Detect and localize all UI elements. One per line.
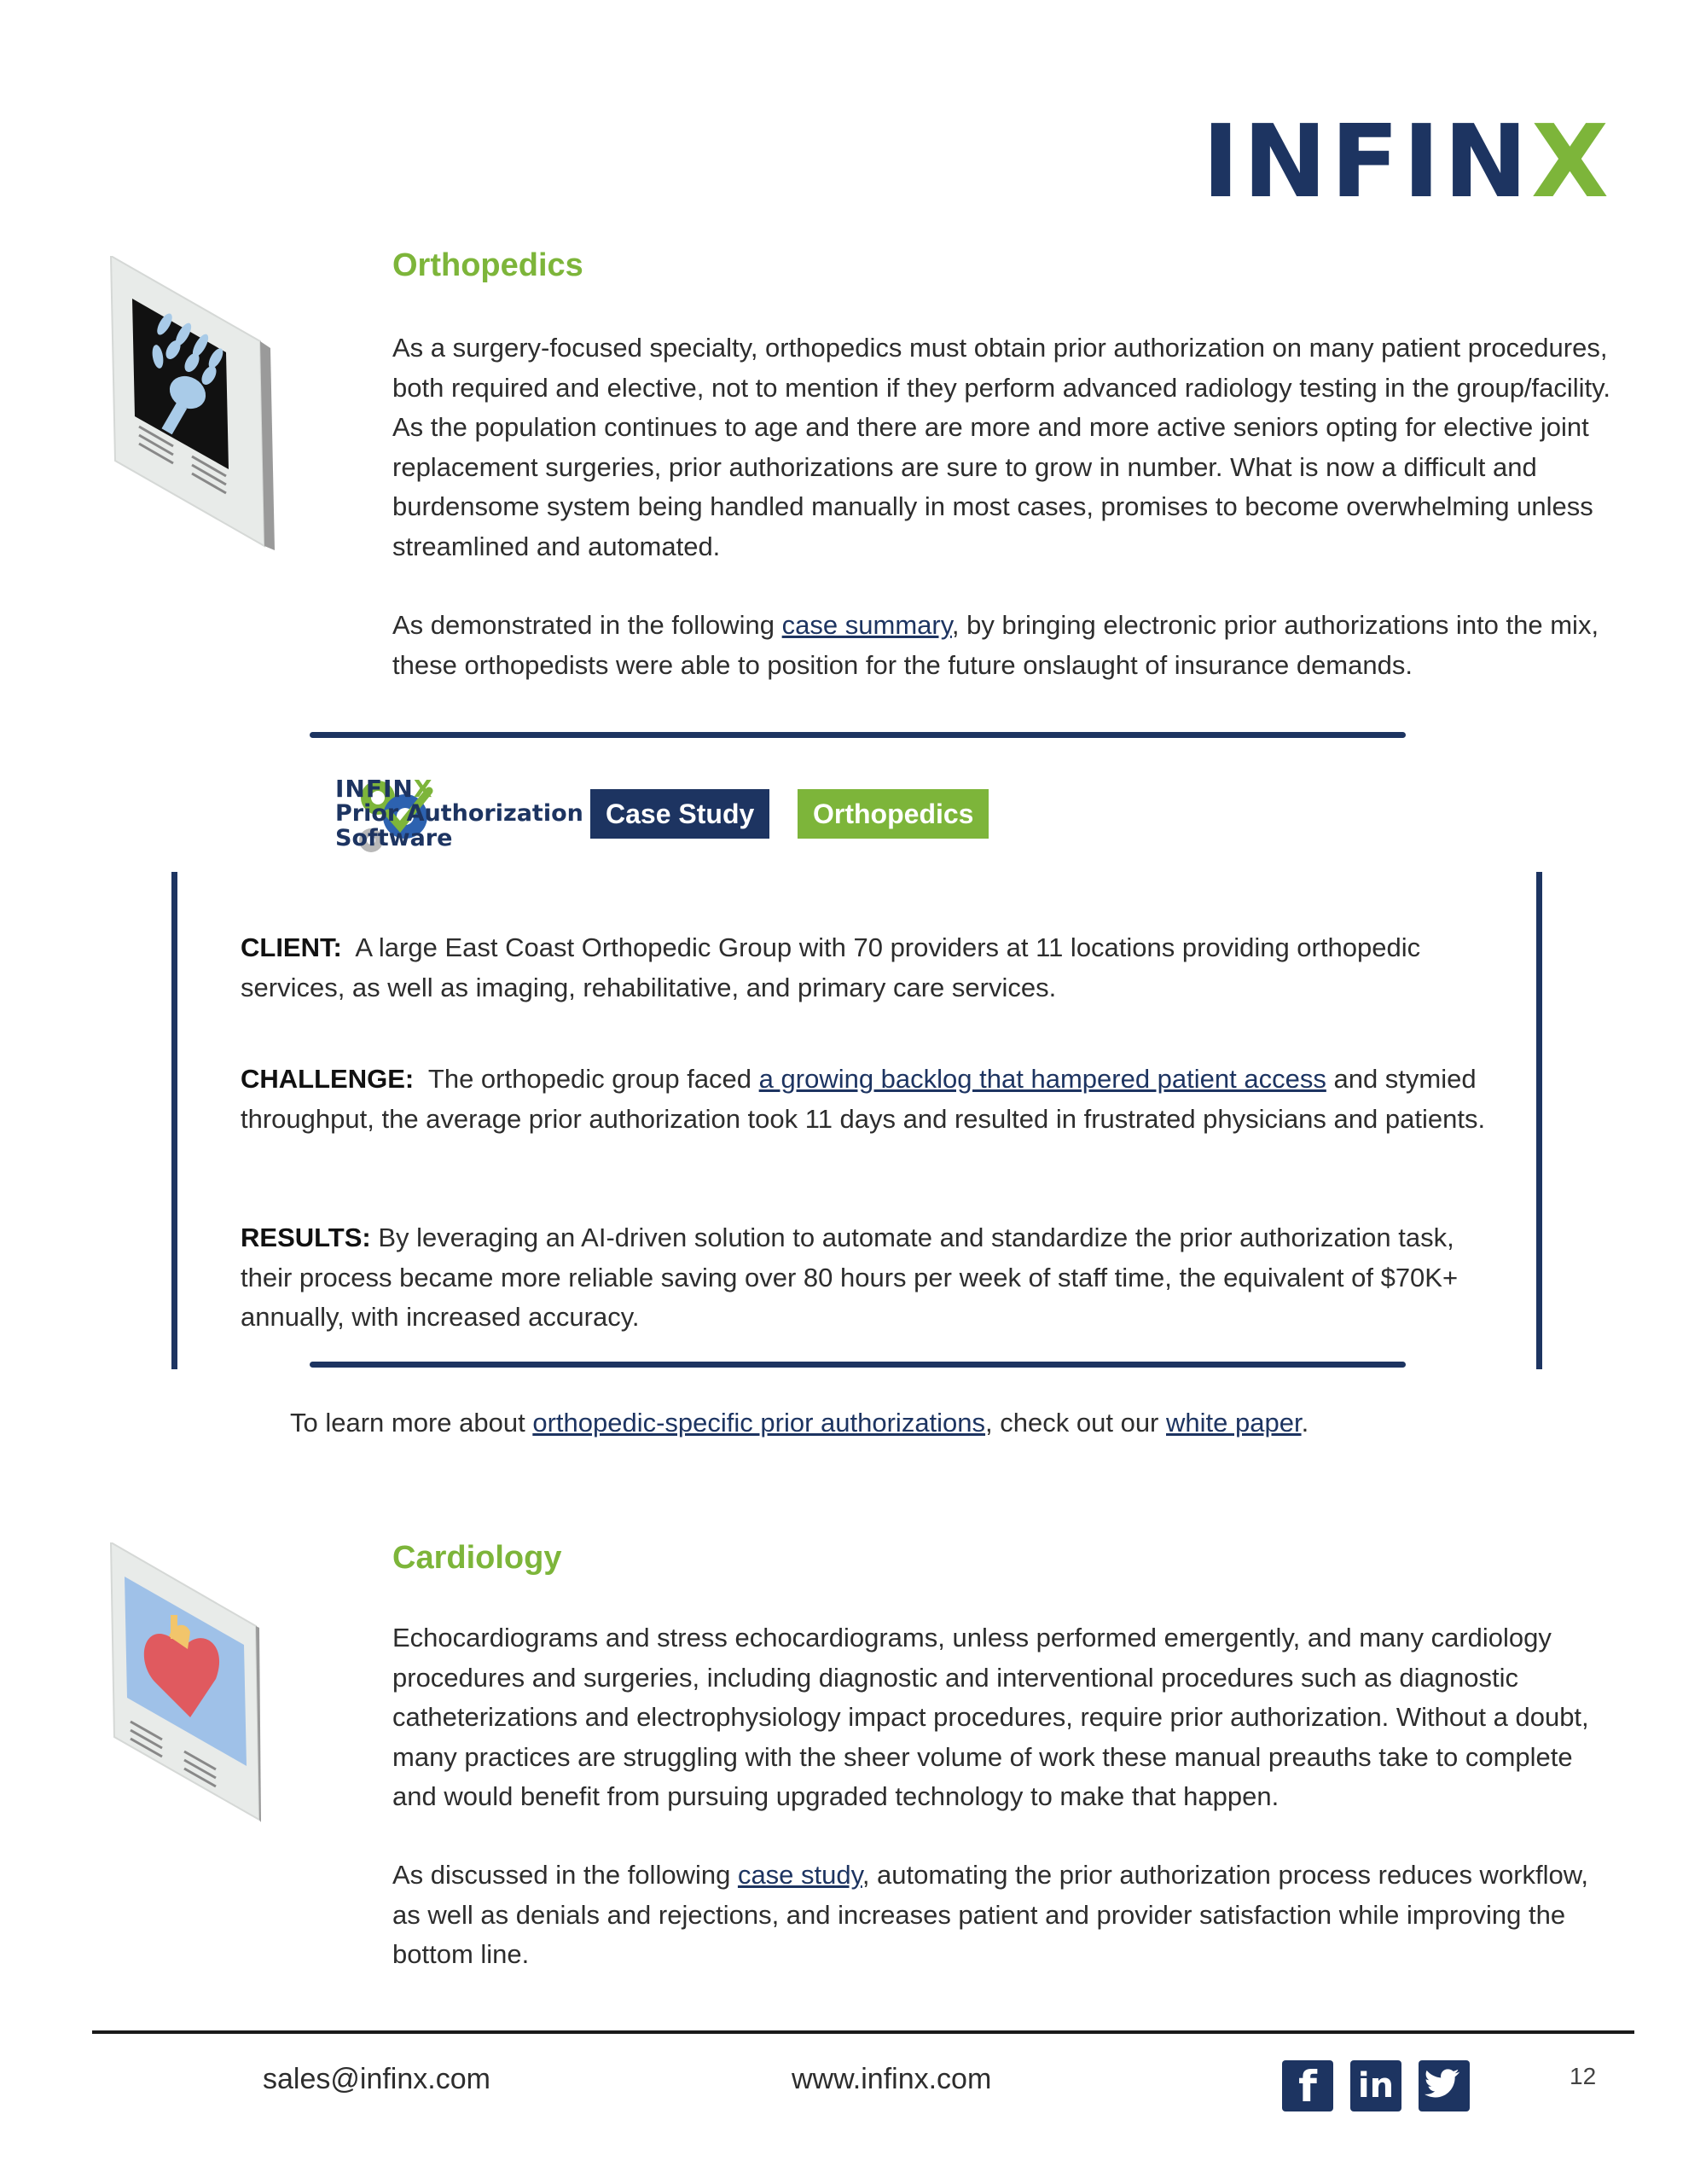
cardiology-title: Cardiology	[392, 1540, 562, 1576]
backlog-link[interactable]: a growing backlog that hampered patient access	[758, 1064, 1326, 1094]
results-paragraph: RESULTS: By leveraging an AI-driven solution to automate and standardize the prior authorization task, their process became more reliable saving over 80 hours per week of staff time, the equivalent of $70K+ annually, with increased accuracy.	[241, 1223, 1459, 1332]
footer-website[interactable]: www.infinx.com	[792, 2063, 992, 2095]
footer-divider	[92, 2030, 1634, 2034]
twitter-icon[interactable]	[1419, 2060, 1470, 2111]
white-paper-link[interactable]: white paper	[1166, 1408, 1302, 1438]
challenge-paragraph: CHALLENGE: The orthopedic group faced a growing backlog that hampered patient access and stymied throughput, the average prior authorization took 11 days and resulted in frustrated physicians and patients.	[241, 1064, 1486, 1134]
orthopedic-prior-auth-link[interactable]: orthopedic-specific prior authorizations	[532, 1408, 986, 1438]
cardiology-paragraph-2: As discussed in the following case study, automating the prior authorization process reduces workflow, as well as denials and rejections, and increases patient and provider satisfaction while improving the bottom line.	[392, 1860, 1589, 1969]
heart-illustration-icon	[109, 1542, 263, 1824]
linkedin-icon[interactable]: in	[1350, 2060, 1401, 2111]
case-box-bottom-line	[310, 1362, 1406, 1368]
page-number: 12	[1570, 2063, 1597, 2089]
learn-more-text: To learn more about orthopedic-specific prior authorizations, check out our white paper.	[290, 1408, 1309, 1438]
hand-xray-icon	[107, 256, 277, 550]
case-study-link[interactable]: case study	[737, 1860, 862, 1890]
orthopedics-title: Orthopedics	[392, 247, 583, 283]
case-box-left-line	[171, 872, 177, 1369]
orthopedics-paragraph-2: As demonstrated in the following case summary, by bringing electronic prior authorizations into the mix, these orthopedists were able to position for the future onslaught of insurance demands.	[392, 610, 1599, 680]
infinx-logo: INFINX	[1202, 102, 1612, 220]
case-summary-link[interactable]: case summary	[781, 610, 952, 640]
case-box-right-line	[1536, 872, 1542, 1369]
cardiology-paragraph-1: Echocardiograms and stress echocardiograms, unless performed emergently, and many cardiology procedures and surgeries, including diagnostic and interventional procedures such as diagnostic catheterizations and electrophysiology impact procedures, require prior authorization. Without a doubt, many practices are struggling with the sheer volume of work these manual preauths take to complete and would benefit from pursuing upgraded technology to make that happen.	[392, 1623, 1589, 1811]
case-study-logo-text: INFINX Prior Authorization Software	[335, 775, 583, 851]
facebook-icon[interactable]: f	[1282, 2060, 1333, 2111]
case-study-tag: Case Study	[590, 789, 769, 839]
footer-email[interactable]: sales@infinx.com	[263, 2063, 490, 2095]
orthopedics-paragraph-1: As a surgery-focused specialty, orthopedics must obtain prior authorization on many patient procedures, both required and elective, not to mention if they perform advanced radiology testing in the group/facility. As the population continues to age and there are more and more active seniors opting for elective joint replacement surgeries, prior authorizations are sure to grow in number. What is now a difficult and burdensome system being handled manually in most cases, promises to become overwhelming unless streamlined and automated.	[392, 333, 1610, 561]
orthopedics-tag: Orthopedics	[798, 789, 989, 839]
case-box-top-line	[310, 732, 1406, 738]
client-paragraph: CLIENT: A large East Coast Orthopedic Group with 70 providers at 11 locations providing orthopedic services, as well as imaging, rehabilitative, and primary care services.	[241, 932, 1421, 1002]
